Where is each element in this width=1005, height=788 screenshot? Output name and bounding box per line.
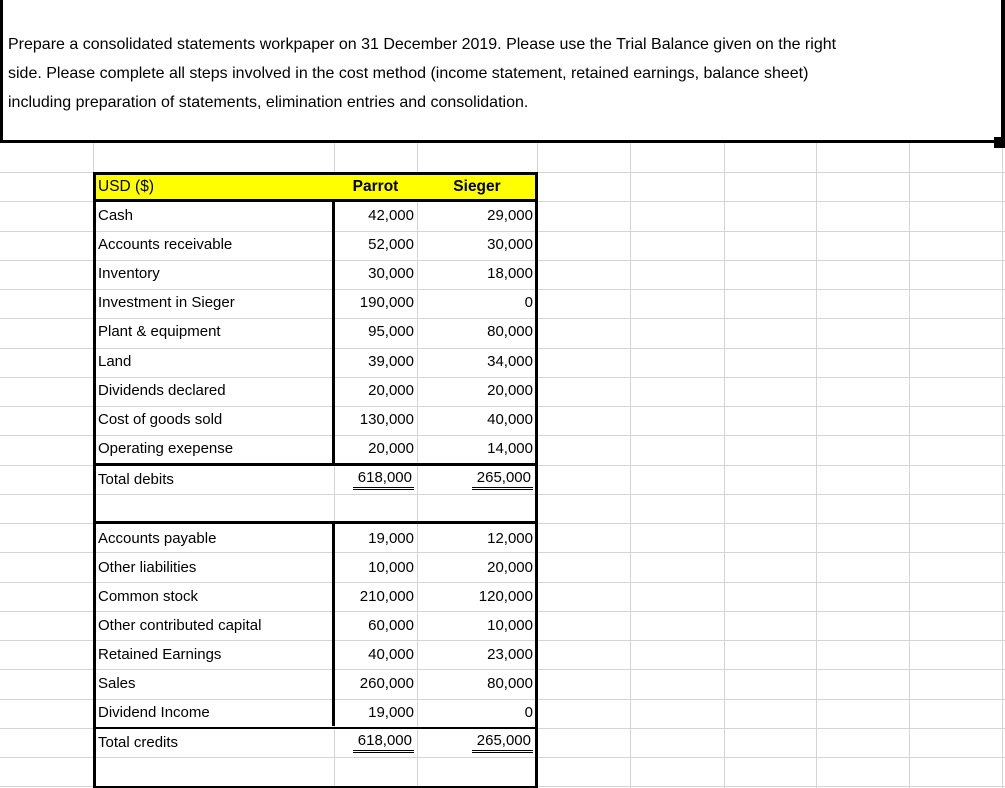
total-debits-row bbox=[93, 465, 537, 494]
cell-text: 20,000 bbox=[368, 439, 414, 457]
cell-text: Retained Earnings bbox=[98, 646, 222, 663]
sieger-value-cell[interactable] bbox=[417, 611, 537, 640]
cell-text: 190,000 bbox=[359, 294, 414, 312]
parrot-value-cell[interactable] bbox=[334, 259, 417, 288]
table-row bbox=[93, 201, 537, 230]
cell-text: Inventory bbox=[98, 265, 160, 283]
cell-text: 40,000 bbox=[368, 646, 414, 663]
parrot-value-cell[interactable] bbox=[334, 465, 417, 494]
total-credits-row bbox=[93, 728, 537, 757]
cell-text: 14,000 bbox=[487, 439, 533, 457]
row-label-cell[interactable] bbox=[93, 465, 334, 494]
table-row bbox=[93, 288, 537, 317]
cell-text: Dividends declared bbox=[98, 381, 226, 399]
parrot-value-cell[interactable] bbox=[334, 347, 417, 376]
cell-text: 30,000 bbox=[368, 265, 414, 283]
cell-text: 618,000 bbox=[353, 732, 414, 753]
cell-text: 30,000 bbox=[487, 236, 533, 254]
instruction-line: including preparation of statements, elimination entries and consolidation. bbox=[8, 94, 529, 111]
cell-text: Other contributed capital bbox=[98, 617, 262, 634]
table-row bbox=[93, 640, 537, 669]
cell-text: Accounts receivable bbox=[98, 236, 233, 254]
header-sieger-cell[interactable] bbox=[417, 172, 537, 201]
sieger-value-cell[interactable] bbox=[417, 669, 537, 698]
cell-text: 210,000 bbox=[359, 588, 414, 605]
row-label-cell[interactable] bbox=[93, 640, 334, 669]
table-row bbox=[93, 669, 537, 698]
cell-text: 265,000 bbox=[472, 732, 533, 753]
parrot-value-cell[interactable] bbox=[334, 230, 417, 259]
cell-text: 23,000 bbox=[487, 646, 533, 663]
parrot-value-cell[interactable] bbox=[334, 434, 417, 463]
cell-text: 19,000 bbox=[368, 530, 414, 547]
header-parrot-label: Parrot bbox=[352, 177, 399, 195]
cell-text: 34,000 bbox=[487, 352, 533, 370]
parrot-value-cell[interactable] bbox=[334, 376, 417, 405]
parrot-value-cell[interactable] bbox=[334, 611, 417, 640]
row-label-cell[interactable] bbox=[93, 611, 334, 640]
header-sieger-label: Sieger bbox=[453, 177, 501, 195]
table-border-left bbox=[93, 172, 96, 788]
sieger-value-cell[interactable] bbox=[417, 465, 537, 494]
table-border-header-bottom bbox=[93, 199, 537, 202]
cell-text: 20,000 bbox=[487, 381, 533, 399]
parrot-value-cell[interactable] bbox=[334, 288, 417, 317]
cell-text: 10,000 bbox=[487, 617, 533, 634]
instruction-textbox[interactable] bbox=[0, 0, 1005, 143]
header-usd-label: USD ($) bbox=[98, 177, 154, 195]
sieger-value-cell[interactable] bbox=[417, 524, 537, 553]
table-row bbox=[93, 317, 537, 346]
cell-text: 12,000 bbox=[487, 530, 533, 547]
sieger-value-cell[interactable] bbox=[417, 259, 537, 288]
table-row bbox=[93, 347, 537, 376]
table-row bbox=[93, 259, 537, 288]
cell-text: 19,000 bbox=[368, 704, 414, 721]
row-label-cell[interactable] bbox=[93, 230, 334, 259]
parrot-value-cell[interactable] bbox=[334, 405, 417, 434]
table-row bbox=[93, 434, 537, 463]
table-border-right bbox=[535, 172, 538, 788]
cell-text: Land bbox=[98, 352, 132, 370]
sieger-value-cell[interactable] bbox=[417, 582, 537, 611]
parrot-value-cell[interactable] bbox=[334, 317, 417, 346]
row-label-cell[interactable] bbox=[93, 317, 334, 346]
parrot-value-cell[interactable] bbox=[334, 728, 417, 757]
row-label-cell[interactable] bbox=[93, 288, 334, 317]
instruction-line: side. Please complete all steps involved in the cost method (income statement, retained earnings, balance sheet) bbox=[8, 65, 809, 82]
row-label-cell[interactable] bbox=[93, 259, 334, 288]
sieger-value-cell[interactable] bbox=[417, 640, 537, 669]
cell-text: 130,000 bbox=[359, 410, 414, 428]
parrot-value-cell[interactable] bbox=[334, 553, 417, 582]
cell-text: 52,000 bbox=[368, 236, 414, 254]
table-row bbox=[93, 611, 537, 640]
parrot-value-cell[interactable] bbox=[334, 201, 417, 230]
row-label-cell[interactable] bbox=[93, 553, 334, 582]
table-border-top bbox=[93, 172, 537, 175]
cell-text: Other liabilities bbox=[98, 559, 197, 576]
table-border-above-total-debits bbox=[93, 463, 537, 466]
sieger-value-cell[interactable] bbox=[417, 201, 537, 230]
sieger-value-cell[interactable] bbox=[417, 376, 537, 405]
cell-text: 20,000 bbox=[487, 559, 533, 576]
cell-text: 39,000 bbox=[368, 352, 414, 370]
cell-text: 0 bbox=[524, 294, 533, 312]
cell-text: 29,000 bbox=[487, 207, 533, 225]
table-border-above-credits bbox=[93, 521, 537, 524]
header-usd-cell[interactable] bbox=[93, 172, 334, 201]
cell-text: Investment in Sieger bbox=[98, 294, 235, 312]
cell-text: 18,000 bbox=[487, 265, 533, 283]
table-header-row bbox=[93, 172, 537, 201]
parrot-value-cell[interactable] bbox=[334, 669, 417, 698]
row-label-cell[interactable] bbox=[93, 669, 334, 698]
row-label-cell[interactable] bbox=[93, 728, 334, 757]
sieger-value-cell[interactable] bbox=[417, 434, 537, 463]
cell-text: 80,000 bbox=[487, 323, 533, 341]
row-label-cell[interactable] bbox=[93, 582, 334, 611]
cell-text: 95,000 bbox=[368, 323, 414, 341]
table-row bbox=[93, 582, 537, 611]
cell-text: 42,000 bbox=[368, 207, 414, 225]
sieger-value-cell[interactable] bbox=[417, 347, 537, 376]
table-separator-credits bbox=[332, 523, 336, 726]
table-row bbox=[93, 553, 537, 582]
cell-text: Cost of goods sold bbox=[98, 410, 223, 428]
row-label-cell[interactable] bbox=[93, 698, 334, 727]
row-label-cell[interactable] bbox=[93, 434, 334, 463]
cell-text: 20,000 bbox=[368, 381, 414, 399]
cell-text: Sales bbox=[98, 675, 136, 692]
cell-text: 10,000 bbox=[368, 559, 414, 576]
table-row bbox=[93, 376, 537, 405]
gridline bbox=[0, 494, 1005, 495]
cell-text: 265,000 bbox=[472, 469, 533, 490]
sieger-value-cell[interactable] bbox=[417, 698, 537, 727]
sieger-value-cell[interactable] bbox=[417, 230, 537, 259]
table-separator-debits bbox=[332, 201, 336, 463]
cell-text: Common stock bbox=[98, 588, 199, 605]
sieger-value-cell[interactable] bbox=[417, 317, 537, 346]
parrot-value-cell[interactable] bbox=[334, 698, 417, 727]
parrot-value-cell[interactable] bbox=[334, 640, 417, 669]
gridline bbox=[0, 757, 1005, 758]
row-label-cell[interactable] bbox=[93, 405, 334, 434]
cell-text: Accounts payable bbox=[98, 530, 217, 547]
cell-text: 260,000 bbox=[359, 675, 414, 692]
parrot-value-cell[interactable] bbox=[334, 582, 417, 611]
table-row bbox=[93, 524, 537, 553]
cell-text: 40,000 bbox=[487, 410, 533, 428]
instruction-line: Prepare a consolidated statements workpaper on 31 December 2019. Please use the Trial Balance given on the right bbox=[8, 36, 837, 53]
table-border-above-total-credits bbox=[93, 727, 537, 730]
table-row bbox=[93, 230, 537, 259]
cell-text: Total credits bbox=[98, 734, 179, 751]
parrot-value-cell[interactable] bbox=[334, 524, 417, 553]
textbox-corner-handle[interactable] bbox=[994, 137, 1005, 148]
sieger-value-cell[interactable] bbox=[417, 405, 537, 434]
cell-text: 618,000 bbox=[353, 469, 414, 490]
cell-text: Dividend Income bbox=[98, 704, 210, 721]
cell-text: Cash bbox=[98, 207, 134, 225]
table-row bbox=[93, 698, 537, 727]
cell-text: Plant & equipment bbox=[98, 323, 221, 341]
sieger-value-cell[interactable] bbox=[417, 553, 537, 582]
row-label-cell[interactable] bbox=[93, 347, 334, 376]
row-label-cell[interactable] bbox=[93, 201, 334, 230]
debit-rows-section bbox=[93, 201, 537, 463]
cell-text: Operating exepense bbox=[98, 439, 234, 457]
cell-text: 120,000 bbox=[478, 588, 533, 605]
sieger-value-cell[interactable] bbox=[417, 728, 537, 757]
row-label-cell[interactable] bbox=[93, 524, 334, 553]
cell-text: 80,000 bbox=[487, 675, 533, 692]
cell-text: Total debits bbox=[98, 471, 174, 488]
cell-text: 60,000 bbox=[368, 617, 414, 634]
sieger-value-cell[interactable] bbox=[417, 288, 537, 317]
header-parrot-cell[interactable] bbox=[334, 172, 417, 201]
table-row bbox=[93, 405, 537, 434]
cell-text: 0 bbox=[524, 704, 533, 721]
row-label-cell[interactable] bbox=[93, 376, 334, 405]
credit-rows-section bbox=[93, 524, 537, 727]
